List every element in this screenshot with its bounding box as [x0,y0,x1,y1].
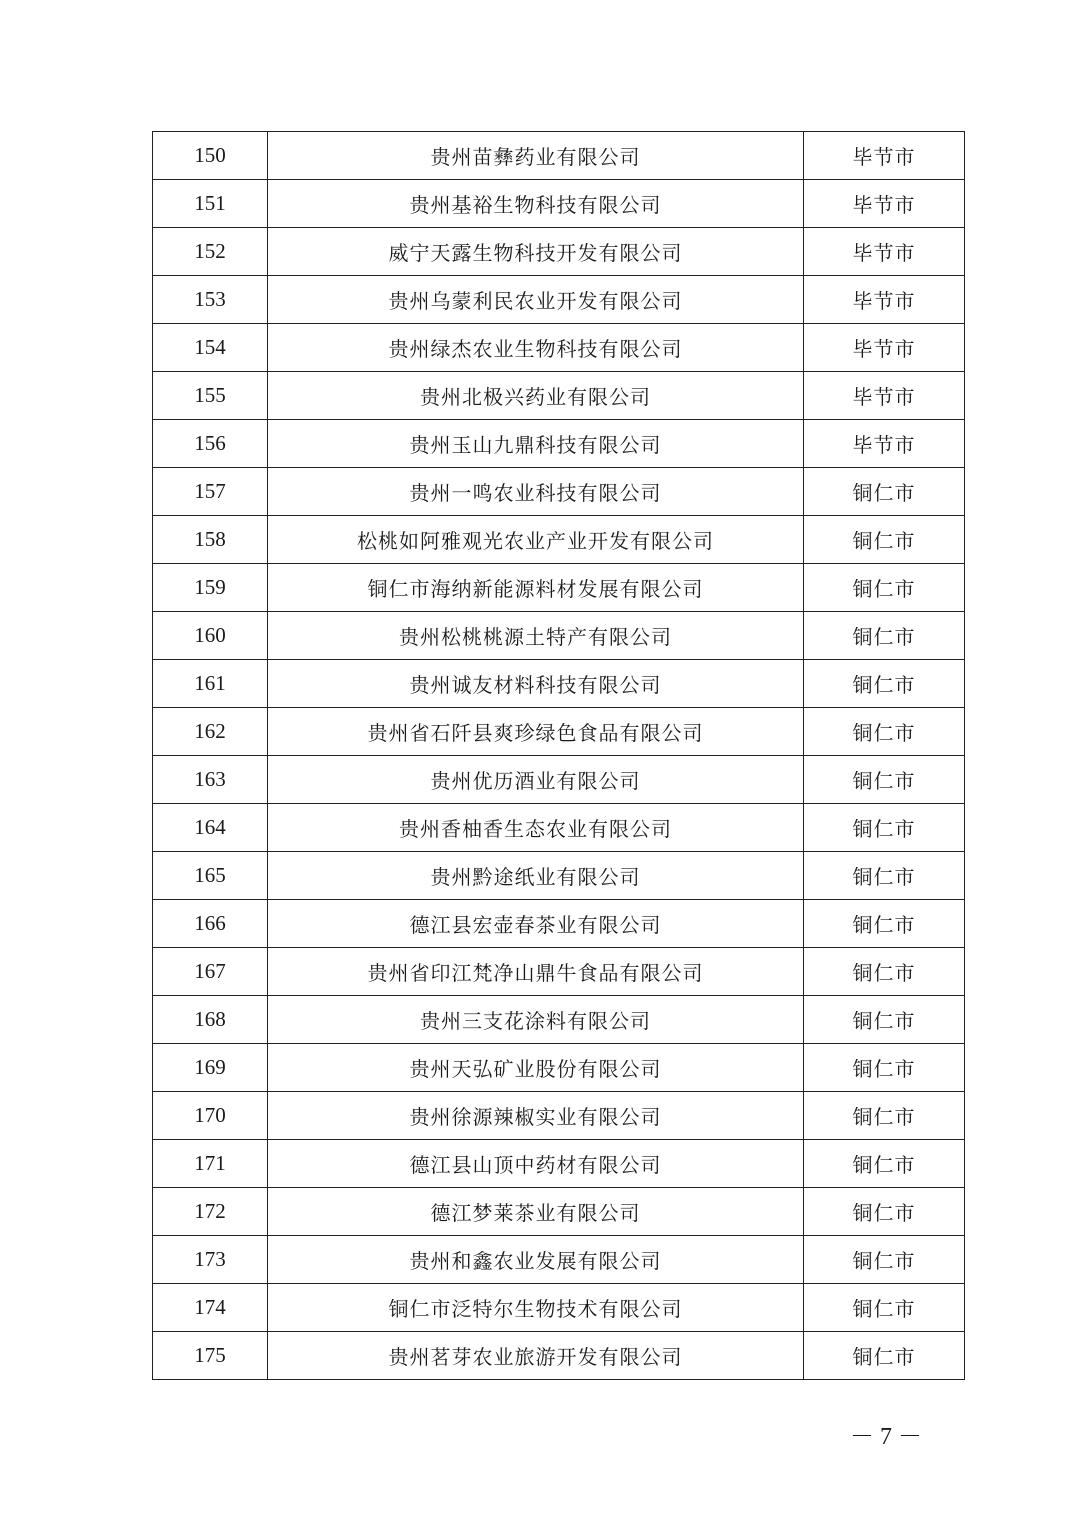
city-cell: 铜仁市 [804,900,965,948]
row-number-cell: 165 [153,852,268,900]
row-number-cell: 152 [153,228,268,276]
city-cell: 铜仁市 [804,1092,965,1140]
company-name-cell: 贵州省石阡县爽珍绿色食品有限公司 [268,708,804,756]
company-name-cell: 贵州北极兴药业有限公司 [268,372,804,420]
city-cell: 毕节市 [804,132,965,180]
row-number-cell: 162 [153,708,268,756]
company-name-cell: 贵州玉山九鼎科技有限公司 [268,420,804,468]
table-row [153,324,965,372]
table-body [153,132,965,1380]
company-name-cell: 松桃如阿雅观光农业产业开发有限公司 [268,516,804,564]
row-number-cell: 173 [153,1236,268,1284]
table-row [153,1284,965,1332]
company-name-cell: 贵州三支花涂料有限公司 [268,996,804,1044]
row-number-cell: 163 [153,756,268,804]
row-number-cell: 168 [153,996,268,1044]
city-cell: 铜仁市 [804,852,965,900]
company-name-cell: 贵州诚友材料科技有限公司 [268,660,804,708]
table-row [153,660,965,708]
row-number-cell: 158 [153,516,268,564]
company-name-cell: 贵州和鑫农业发展有限公司 [268,1236,804,1284]
table-row [153,420,965,468]
row-number-cell: 159 [153,564,268,612]
row-number-cell: 172 [153,1188,268,1236]
company-name-cell: 贵州基裕生物科技有限公司 [268,180,804,228]
company-name-cell: 铜仁市海纳新能源料材发展有限公司 [268,564,804,612]
city-cell: 铜仁市 [804,1284,965,1332]
row-number-cell: 169 [153,1044,268,1092]
row-number-cell: 161 [153,660,268,708]
table-row [153,996,965,1044]
table-row [153,1332,965,1380]
company-name-cell: 贵州茗芽农业旅游开发有限公司 [268,1332,804,1380]
company-name-cell: 贵州苗彝药业有限公司 [268,132,804,180]
company-name-cell: 威宁天露生物科技开发有限公司 [268,228,804,276]
city-cell: 铜仁市 [804,1188,965,1236]
table-row [153,852,965,900]
city-cell: 铜仁市 [804,564,965,612]
city-cell: 毕节市 [804,324,965,372]
city-cell: 铜仁市 [804,804,965,852]
row-number-cell: 174 [153,1284,268,1332]
city-cell: 铜仁市 [804,1044,965,1092]
city-cell: 铜仁市 [804,612,965,660]
company-list-table [152,131,965,1380]
table-row [153,756,965,804]
company-name-cell: 贵州乌蒙利民农业开发有限公司 [268,276,804,324]
table-row [153,804,965,852]
table-row [153,516,965,564]
city-cell: 铜仁市 [804,516,965,564]
city-cell: 铜仁市 [804,948,965,996]
row-number-cell: 150 [153,132,268,180]
row-number-cell: 151 [153,180,268,228]
city-cell: 铜仁市 [804,756,965,804]
company-name-cell: 贵州天弘矿业股份有限公司 [268,1044,804,1092]
row-number-cell: 154 [153,324,268,372]
city-cell: 铜仁市 [804,468,965,516]
table-row [153,1140,965,1188]
row-number-cell: 156 [153,420,268,468]
table-row [153,132,965,180]
city-cell: 铜仁市 [804,996,965,1044]
table-row [153,1092,965,1140]
row-number-cell: 170 [153,1092,268,1140]
company-name-cell: 贵州松桃桃源土特产有限公司 [268,612,804,660]
table-row [153,708,965,756]
table-row [153,180,965,228]
company-name-cell: 铜仁市泛特尔生物技术有限公司 [268,1284,804,1332]
company-name-cell: 贵州省印江梵净山鼎牛食品有限公司 [268,948,804,996]
company-name-cell: 德江县山顶中药材有限公司 [268,1140,804,1188]
row-number-cell: 171 [153,1140,268,1188]
table-row [153,1188,965,1236]
company-name-cell: 贵州香柚香生态农业有限公司 [268,804,804,852]
row-number-cell: 175 [153,1332,268,1380]
city-cell: 毕节市 [804,228,965,276]
row-number-cell: 167 [153,948,268,996]
city-cell: 毕节市 [804,372,965,420]
row-number-cell: 166 [153,900,268,948]
row-number-cell: 155 [153,372,268,420]
table-row [153,564,965,612]
page-number: － 7 － [850,1424,922,1450]
city-cell: 铜仁市 [804,1140,965,1188]
row-number-cell: 160 [153,612,268,660]
company-name-cell: 贵州优历酒业有限公司 [268,756,804,804]
row-number-cell: 157 [153,468,268,516]
company-name-cell: 贵州徐源辣椒实业有限公司 [268,1092,804,1140]
city-cell: 毕节市 [804,276,965,324]
table-row [153,468,965,516]
table-row [153,948,965,996]
city-cell: 铜仁市 [804,1236,965,1284]
table-row [153,1236,965,1284]
table-row [153,228,965,276]
row-number-cell: 164 [153,804,268,852]
city-cell: 铜仁市 [804,708,965,756]
company-name-cell: 贵州一鸣农业科技有限公司 [268,468,804,516]
table-row [153,900,965,948]
table-row [153,1044,965,1092]
table-row [153,612,965,660]
city-cell: 铜仁市 [804,660,965,708]
row-number-cell: 153 [153,276,268,324]
table-row [153,372,965,420]
table-row [153,276,965,324]
company-name-cell: 德江县宏壶春茶业有限公司 [268,900,804,948]
company-name-cell: 贵州黔途纸业有限公司 [268,852,804,900]
city-cell: 毕节市 [804,180,965,228]
company-name-cell: 德江梦莱茶业有限公司 [268,1188,804,1236]
city-cell: 毕节市 [804,420,965,468]
company-name-cell: 贵州绿杰农业生物科技有限公司 [268,324,804,372]
city-cell: 铜仁市 [804,1332,965,1380]
